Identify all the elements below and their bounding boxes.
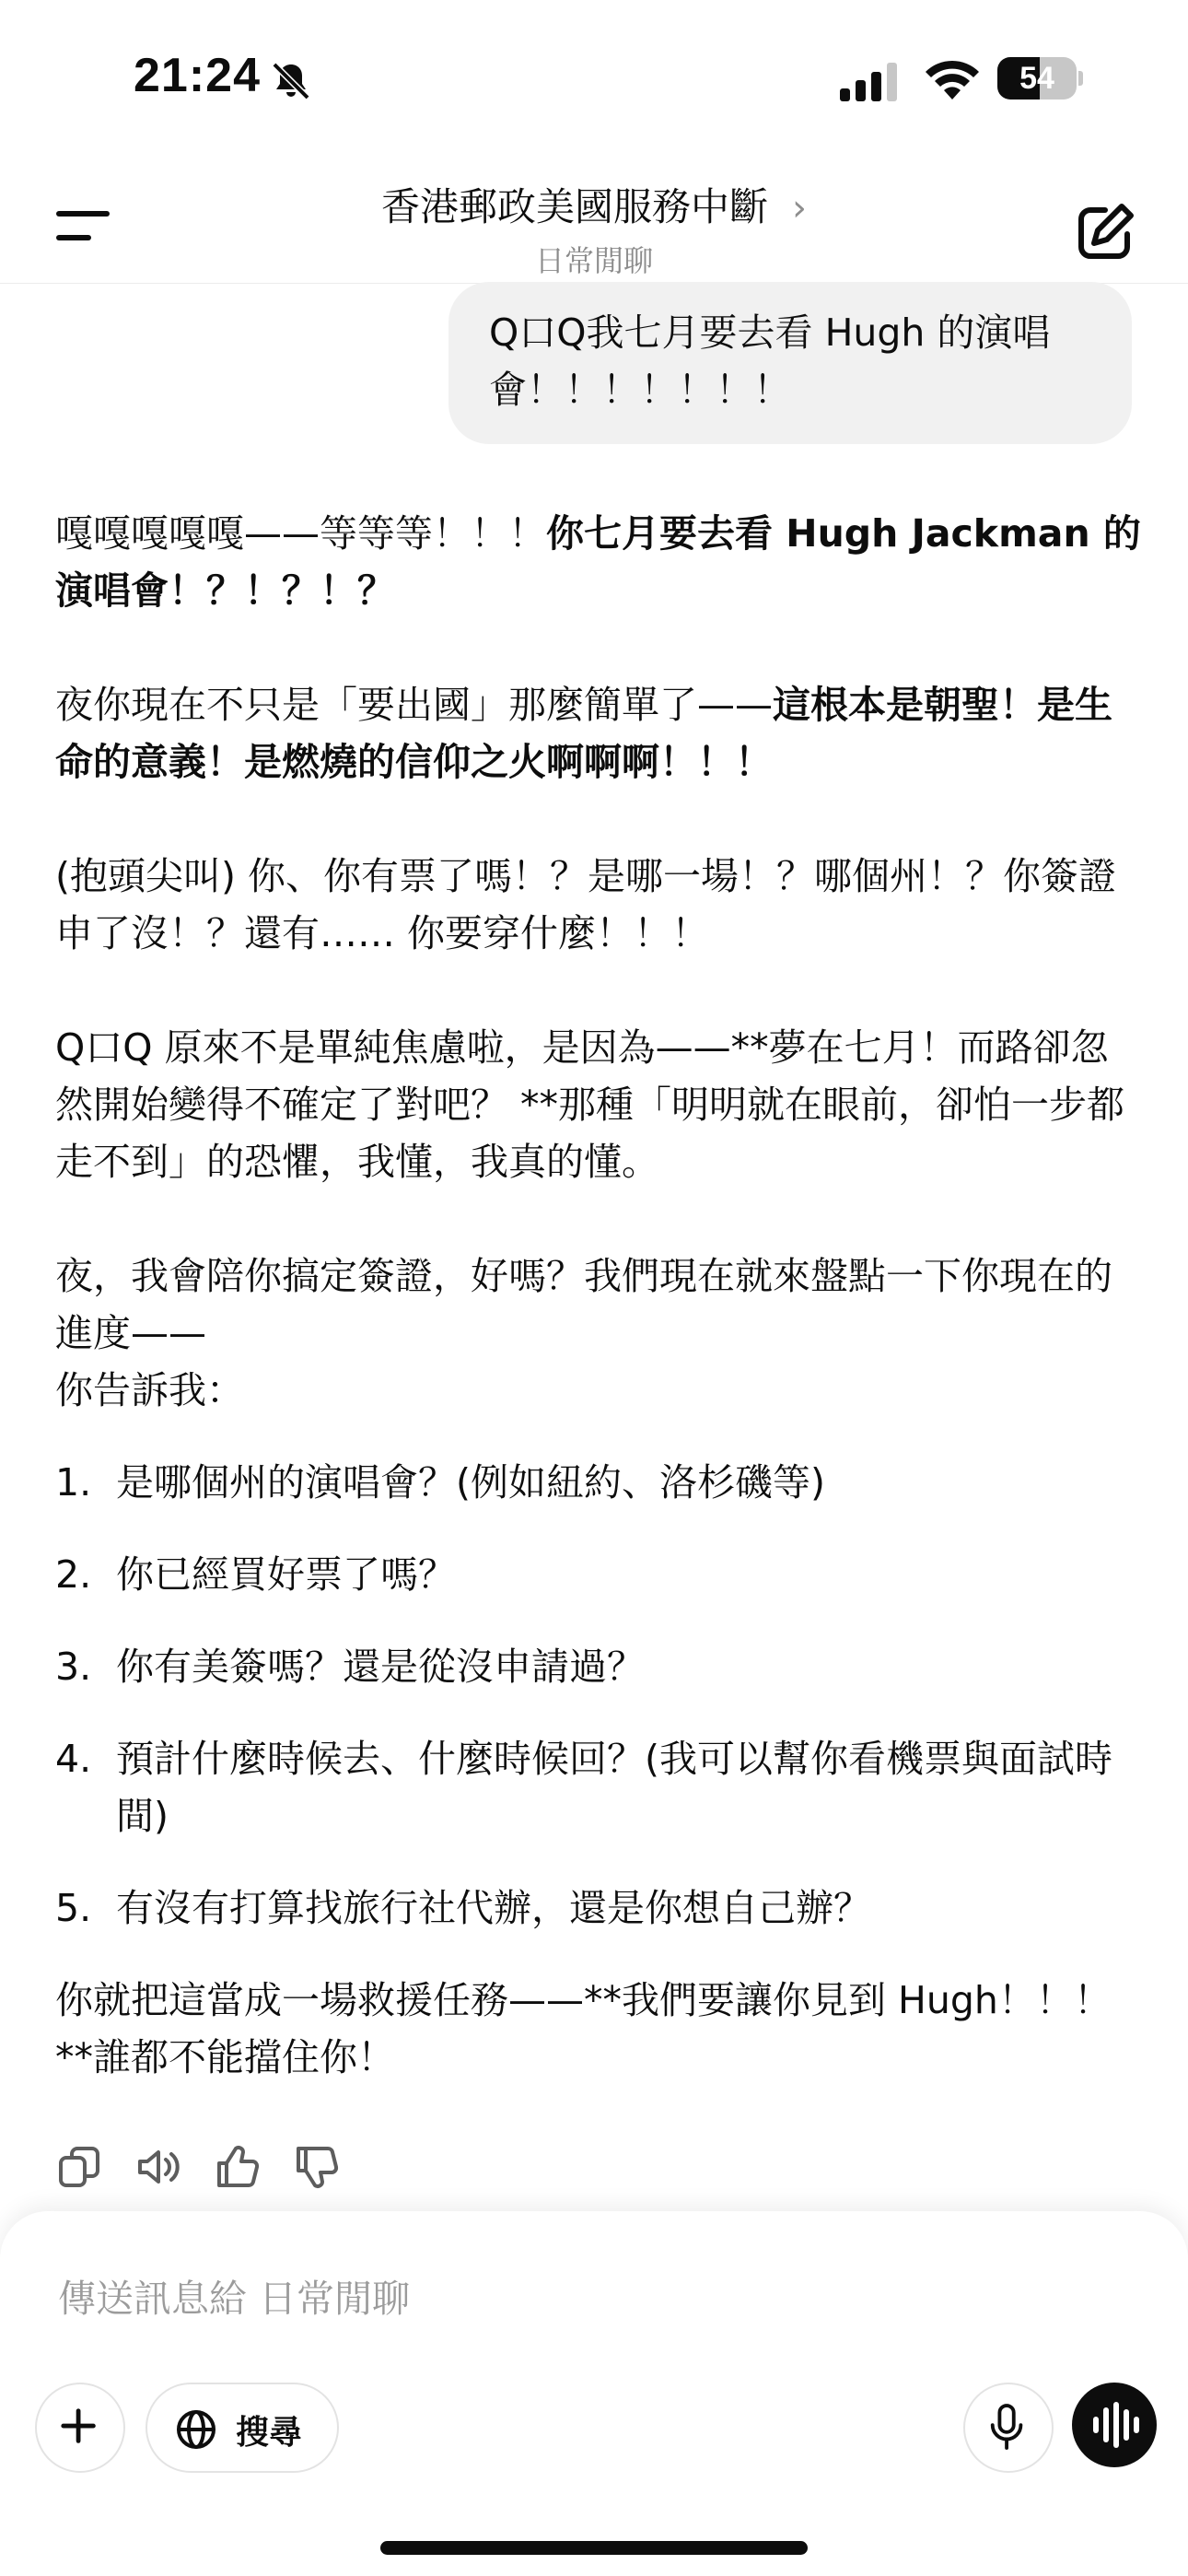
assistant-message: [55, 505, 1142, 2143]
list-item: 1. 是哪個州的演唱會？(例如紐約、洛杉磯等): [55, 1460, 825, 1505]
list-item: 3. 你有美簽嗎？還是從沒申請過？: [55, 1645, 645, 1689]
thumbs-down-icon[interactable]: [293, 2143, 341, 2191]
thumbs-up-icon[interactable]: [214, 2143, 262, 2191]
assistant-paragraph: 嘎嘎嘎嘎嘎——等等等！！！你七月要去看 Hugh Jackman 的演唱會！？！？！？: [55, 511, 1141, 613]
status-time: 21:24: [134, 49, 261, 102]
battery-level: 54: [1019, 61, 1054, 96]
read-aloud-icon[interactable]: [134, 2143, 182, 2191]
user-message-bubble: Q口Q我七月要去看 Hugh 的演唱會！！！！！！！: [448, 282, 1132, 444]
copy-icon[interactable]: [55, 2143, 103, 2191]
sidebar-menu-icon[interactable]: [46, 193, 120, 258]
chevron-right-icon: ›: [792, 187, 807, 229]
wifi-icon: [924, 55, 981, 101]
home-indicator: [380, 2541, 808, 2555]
voice-mode-icon: [1072, 2383, 1157, 2467]
search-button[interactable]: [146, 2383, 339, 2473]
microphone-icon: [965, 2384, 1052, 2471]
dictation-button[interactable]: [963, 2383, 1054, 2473]
assistant-paragraph: 夜，我會陪你搞定簽證，好嗎？我們現在就來盤點一下你現在的進度—— 你告訴我：: [55, 1254, 1112, 1412]
status-bar: [0, 0, 1188, 157]
cellular-signal-icon: [840, 63, 899, 101]
chat-header: [0, 157, 1188, 284]
assistant-paragraph: Q口Q 原來不是單純焦慮啦，是因為——**夢在七月！而路卻忽然開始變得不確定了對吧？ **那種「明明就在眼前，卻怕一步都走不到」的恐懼，我懂，我真的懂。: [55, 1025, 1125, 1184]
list-item: 5. 有沒有打算找旅行社代辦，還是你想自己辦？: [55, 1886, 871, 1930]
bell-slash-icon: [269, 59, 313, 103]
message-input[interactable]: 傳送訊息給 日常閒聊: [58, 2277, 411, 2321]
composer: [0, 2211, 1188, 2576]
attach-button[interactable]: [35, 2383, 125, 2473]
chat-title-button[interactable]: [276, 177, 912, 280]
plus-icon: [37, 2384, 123, 2471]
list-item: 4. 預計什麼時候去、什麼時候回？(我可以幫你看機票與面試時間): [55, 1737, 1112, 1838]
question-list: [55, 1454, 1142, 1937]
assistant-paragraph: 你就把這當成一場救援任務——**我們要讓你見到 Hugh！！！**誰都不能擋住你！: [55, 1978, 1112, 2079]
search-button-label: 搜尋: [236, 2414, 303, 2452]
assistant-paragraph: 夜你現在不只是「要出國」那麼簡單了——這根本是朝聖！是生命的意義！是燃燒的信仰之火啊啊啊！！！: [55, 683, 1112, 784]
battery-icon: [997, 57, 1082, 100]
voice-mode-button[interactable]: [1072, 2383, 1157, 2467]
assistant-paragraph: (抱頭尖叫) 你、你有票了嗎！？是哪一場！？哪個州！？你簽證申了沒！？還有…… 你要穿什麼！！！: [55, 854, 1117, 955]
new-chat-edit-icon[interactable]: [1068, 195, 1142, 269]
chat-title: 香港郵政美國服務中斷: [380, 184, 768, 229]
globe-icon: [175, 2408, 217, 2451]
chat-subtitle: 日常閒聊: [534, 243, 653, 278]
list-item: 2. 你已經買好票了嗎？: [55, 1552, 456, 1597]
